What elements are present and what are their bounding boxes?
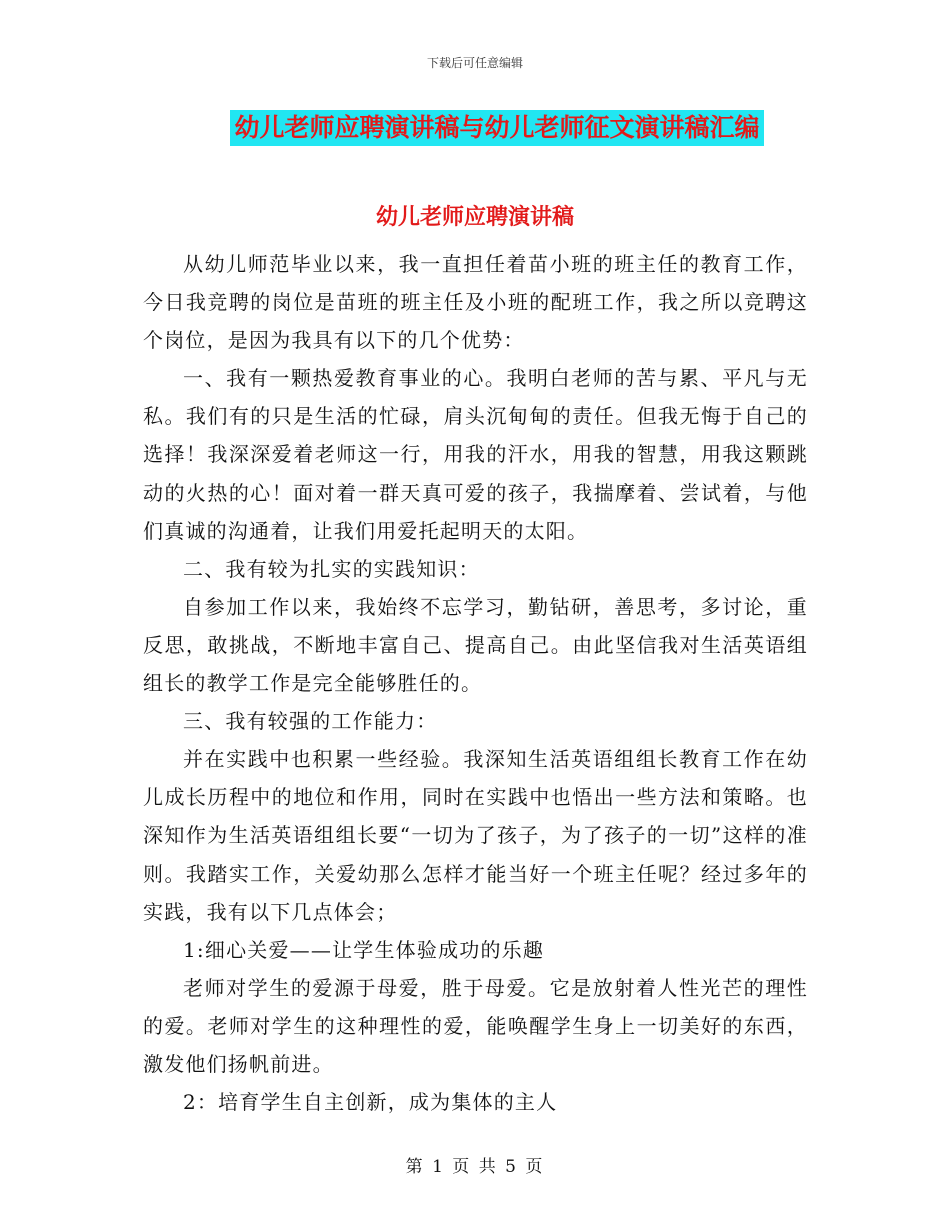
section-title: 幼儿老师应聘演讲稿	[375, 204, 574, 230]
paragraph: 三、我有较强的工作能力：	[183, 709, 438, 734]
paragraph: 并在实践中也积累一些经验。我深知生活英语组组长教育工作在幼儿成长历程中的地位和作用，同时在实践中也悟出一些方法和策略。也深知作为生活英语组组长要“一切为了孩子，为了孩子的一切”这样的准则。我踏实工作，关爱幼那么怎样才能当好一个班主任呢？经过多年的实践，我有以下几点体会；	[143, 747, 808, 924]
body-text	[143, 245, 808, 1121]
paragraph: 老师对学生的爱源于母爱，胜于母爱。它是放射着人性光芒的理性的爱。老师对学生的这种理性的爱，能唤醒学生身上一切美好的东西，激发他们扬帆前进。	[143, 975, 808, 1076]
paragraph: 自参加工作以来，我始终不忘学习，勤钻研，善思考，多讨论，重反思，敢挑战，不断地丰富自己、提高自己。由此坚信我对生活英语组组长的教学工作是完全能够胜任的。	[143, 594, 808, 696]
header-note: 下载后可任意编辑	[426, 56, 523, 70]
paragraph: 一、我有一颗热爱教育事业的心。我明白老师的苦与累、平凡与无私。我们有的只是生活的忙碌，肩头沉甸甸的责任。但我无悔于自己的选择！我深深爱着老师这一行，用我的汗水，用我的智慧，用我这颗跳动的火热的心！面对着一群天真可爱的孩子，我揣摩着、尝试着，与他们真诚的沟通着，让我们用爱托起明天的太阳。	[143, 366, 808, 543]
document-title: 幼儿老师应聘演讲稿与幼儿老师征文演讲稿汇编	[230, 110, 763, 146]
paragraph: 二、我有较为扎实的实践知识：	[183, 556, 480, 581]
paragraph: 1:细心关爱——让学生体验成功的乐趣	[183, 937, 545, 962]
paragraph: 2：培育学生自主创新，成为集体的主人	[183, 1090, 558, 1115]
paragraph: 从幼儿师范毕业以来，我一直担任着苗小班的班主任的教育工作，今日我竞聘的岗位是苗班的班主任及小班的配班工作，我之所以竞聘这个岗位，是因为我具有以下的几个优势：	[143, 252, 808, 353]
document-title-container	[0, 110, 950, 146]
page-footer: 第 1 页 共 5 页	[405, 1157, 545, 1177]
